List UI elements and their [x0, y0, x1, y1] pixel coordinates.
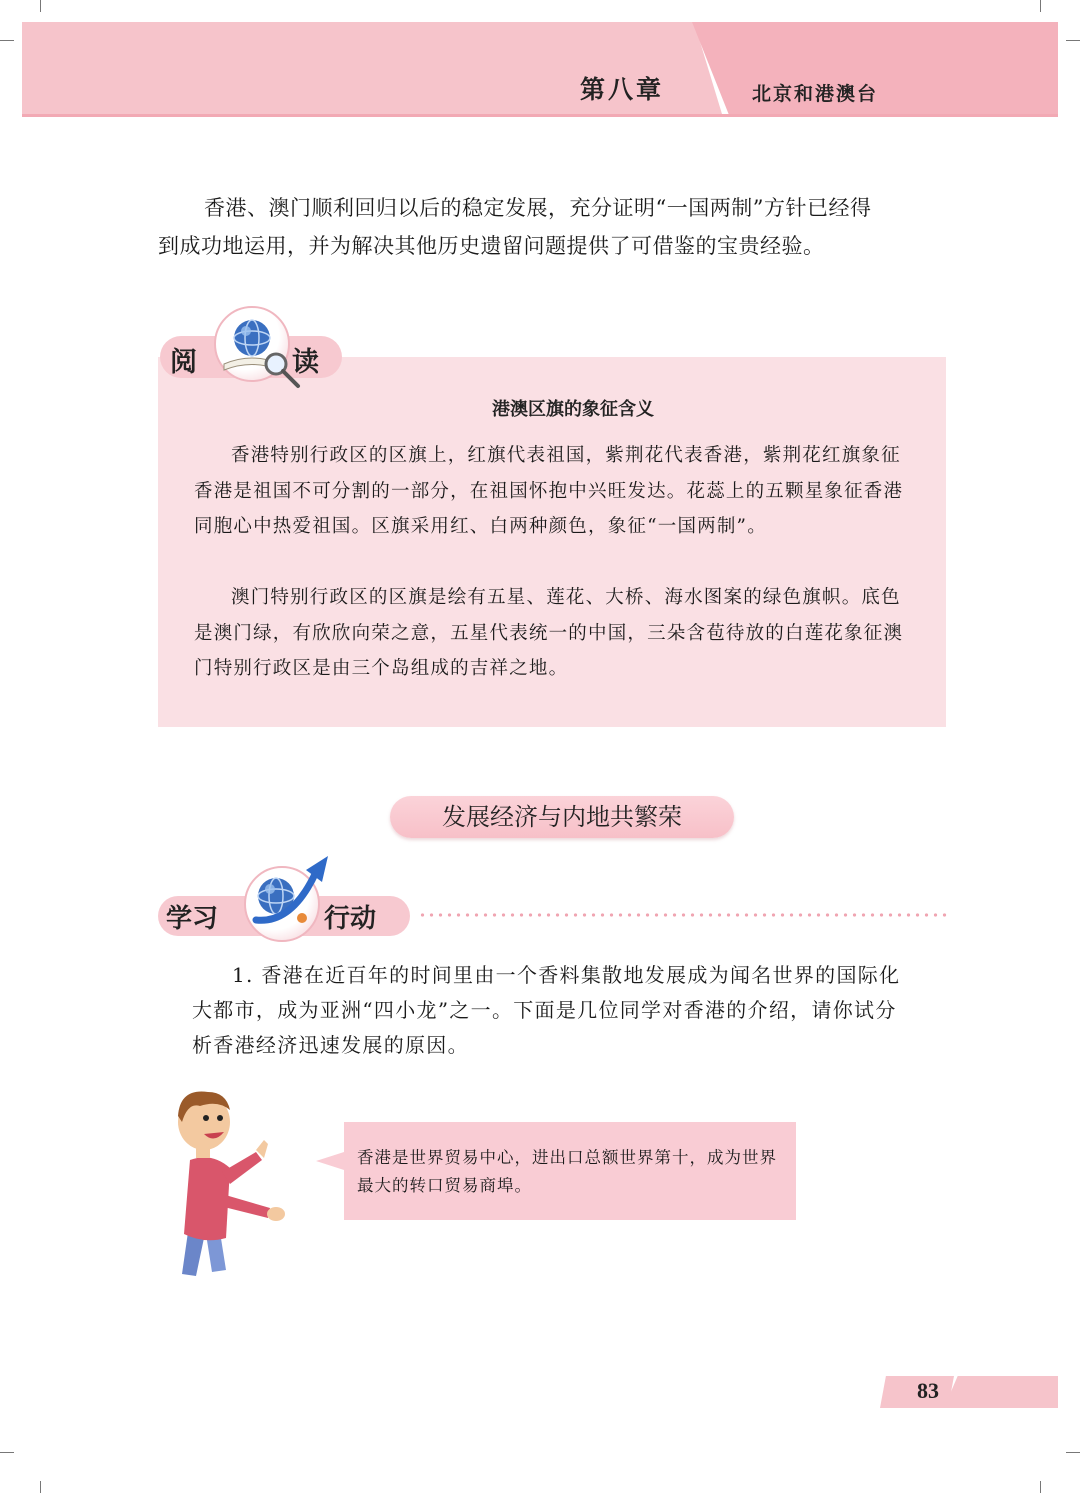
page-number-band-right: [944, 1376, 1058, 1408]
reading-paragraph-macau: 澳门特别行政区的区旗是绘有五星、莲花、大桥、海水图案的绿色旗帜。底色是澳门绿，有欣欣向荣之意，五星代表统一的中国，三朵含苞待放的白莲花象征澳门特别行政区是由三个岛组成的吉祥之地。: [194, 587, 904, 679]
dotted-divider: [418, 913, 948, 917]
page-number: 83: [917, 1378, 939, 1403]
intro-line-1: 香港、澳门顺利回归以后的稳定发展，充分证明“一国两制”方针已经得: [204, 196, 872, 220]
reading-title: 港澳区旗的象征含义: [492, 399, 654, 420]
section-banner: 发展经济与内地共繁荣: [390, 796, 734, 838]
crop-mark: [40, 1481, 41, 1493]
study-tab-label-1: 学习: [166, 904, 219, 934]
chapter-title: 北京和港澳台: [752, 83, 879, 105]
boy-pointing-illustration: [160, 1082, 300, 1282]
speech-bubble-tail: [316, 1152, 344, 1170]
crop-mark: [0, 40, 14, 41]
question-1: 1. 香港在近百年的时间里由一个香料集散地发展成为闻名世界的国际化大都市，成为亚洲“四小龙”之一。下面是几位同学对香港的介绍，请你试分析香港经济迅速发展的原因。: [192, 963, 901, 1057]
crop-mark: [1066, 1452, 1080, 1453]
crop-mark: [1040, 1481, 1041, 1493]
crop-mark: [0, 1452, 14, 1453]
study-tab-label-2: 行动: [324, 904, 377, 934]
reading-paragraph-hongkong: 香港特别行政区的区旗上，红旗代表祖国，紫荆花代表香港，紫荆花红旗象征香港是祖国不可分割的一部分，在祖国怀抱中兴旺发达。花蕊上的五颗星象征香港同胞心中热爱祖国。区旗采用红、白两种颜色，象征“一国两制”。: [194, 445, 904, 537]
reading-tab-label-1: 阅: [170, 347, 197, 378]
crop-mark: [40, 0, 41, 12]
intro-line-2: 到成功地运用，并为解决其他历史遗留问题提供了可借鉴的宝贵经验。: [158, 234, 825, 258]
reading-tab-label-2: 读: [292, 347, 319, 378]
speech-bubble-text: 香港是世界贸易中心，进出口总额世界第十，成为世界最大的转口贸易商埠。: [357, 1148, 777, 1195]
crop-mark: [1040, 0, 1041, 12]
globe-arrow-icon: [244, 866, 320, 942]
globe-book-magnifier-icon: [214, 306, 290, 382]
chapter-number: 第八章: [580, 75, 665, 104]
crop-mark: [1066, 40, 1080, 41]
header-underline: [22, 114, 1058, 117]
